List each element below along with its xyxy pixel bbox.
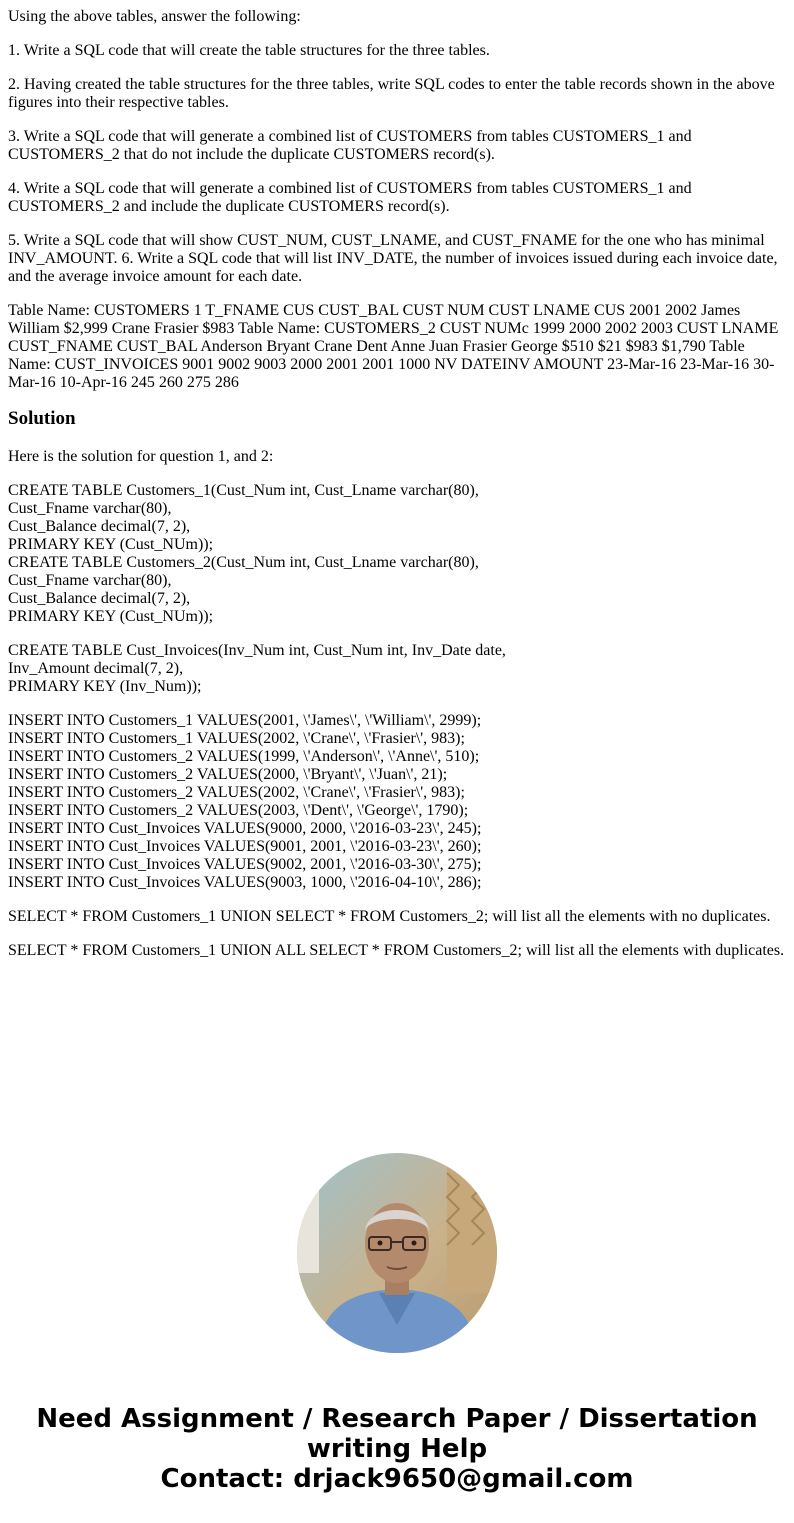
promo-contact: Contact: drjack9650@gmail.com [160, 1464, 634, 1494]
promo-banner [0, 1404, 794, 1494]
solution-heading: Solution [8, 408, 76, 429]
promo-line-2: writing Help [306, 1434, 488, 1464]
question-3: 3. Write a SQL code that will generate a combined list of CUSTOMERS from tables CUSTOMERS_1 and CUSTOMERS_2 that do not include the duplicate CUSTOMERS record(s). [8, 128, 692, 163]
code-line: CREATE TABLE Customers_2(Cust_Num int, Cust_Lname varchar(80), [8, 554, 479, 571]
question-1: 1. Write a SQL code that will create the table structures for the three tables. [8, 42, 490, 59]
code-line: Cust_Balance decimal(7, 2), [8, 518, 191, 535]
code-line: Cust_Fname varchar(80), [8, 500, 172, 517]
code-line: PRIMARY KEY (Cust_NUm)); [8, 608, 214, 625]
code-line: PRIMARY KEY (Cust_NUm)); [8, 536, 214, 553]
code-line: CREATE TABLE Customers_1(Cust_Num int, Cust_Lname varchar(80), [8, 482, 479, 499]
question-5-6: 5. Write a SQL code that will show CUST_NUM, CUST_LNAME, and CUST_FNAME for the one who has minimal INV_AMOUNT. 6. Write a SQL code that will list INV_DATE, the number of invoices issued during each invoice date, and the average invoice amount for each date. [8, 232, 778, 285]
intro-text: Using the above tables, answer the following: [8, 8, 301, 25]
insert-statements-code [8, 712, 788, 892]
union-all-answer: SELECT * FROM Customers_1 UNION ALL SELECT * FROM Customers_2; will list all the elements with duplicates. [8, 942, 785, 959]
solution-intro: Here is the solution for question 1, and 2: [8, 448, 274, 465]
code-line: INSERT INTO Customers_1 VALUES(2002, \'Crane\', \'Frasier\', 983); [8, 730, 465, 747]
code-line: INSERT INTO Cust_Invoices VALUES(9001, 2001, \'2016-03-23\', 260); [8, 838, 482, 855]
promo-line-1: Need Assignment / Research Paper / Dissertation [36, 1404, 758, 1434]
document-content [8, 8, 788, 976]
code-line: INSERT INTO Cust_Invoices VALUES(9002, 2001, \'2016-03-30\', 275); [8, 856, 482, 873]
create-invoices-code [8, 642, 788, 696]
code-line: INSERT INTO Cust_Invoices VALUES(9003, 1000, \'2016-04-10\', 286); [8, 874, 482, 891]
create-customers-code [8, 482, 788, 626]
code-line: PRIMARY KEY (Inv_Num)); [8, 678, 202, 695]
question-4: 4. Write a SQL code that will generate a combined list of CUSTOMERS from tables CUSTOMERS_1 and CUSTOMERS_2 and include the duplicate CUSTOMERS record(s). [8, 180, 692, 215]
code-line: INSERT INTO Customers_2 VALUES(2002, \'Crane\', \'Frasier\', 983); [8, 784, 465, 801]
union-answer: SELECT * FROM Customers_1 UNION SELECT * FROM Customers_2; will list all the elements with no duplicates. [8, 908, 771, 925]
code-line: CREATE TABLE Cust_Invoices(Inv_Num int, Cust_Num int, Inv_Date date, [8, 642, 506, 659]
code-line: INSERT INTO Customers_2 VALUES(2000, \'Bryant\', \'Juan\', 21); [8, 766, 448, 783]
author-avatar [297, 1153, 497, 1353]
code-line: Cust_Balance decimal(7, 2), [8, 590, 191, 607]
code-line: INSERT INTO Customers_1 VALUES(2001, \'James\', \'William\', 2999); [8, 712, 482, 729]
code-line: INSERT INTO Customers_2 VALUES(2003, \'Dent\', \'George\', 1790); [8, 802, 469, 819]
author-portrait-image [297, 1153, 497, 1353]
code-line: INSERT INTO Customers_2 VALUES(1999, \'Anderson\', \'Anne\', 510); [8, 748, 480, 765]
table-description: Table Name: CUSTOMERS 1 T_FNAME CUS CUST_BAL CUST NUM CUST LNAME CUS 2001 2002 James William $2,999 Crane Frasier $983 Table Name: CUSTOMERS_2 CUST NUMc 1999 2000 2002 2003 CUST LNAME CUST_FNAME CUST_BAL Anderson Bryant Crane Dent Anne Juan Frasier George $510 $21 $983 $1,790 Table Name: CUST_INVOICES 9001 9002 9003 2000 2001 2001 1000 NV DATEINV AMOUNT 23-Mar-16 23-Mar-16 30-Mar-16 10-Apr-16 245 260 275 286 [8, 302, 779, 391]
code-line: Cust_Fname varchar(80), [8, 572, 172, 589]
code-line: INSERT INTO Cust_Invoices VALUES(9000, 2000, \'2016-03-23\', 245); [8, 820, 482, 837]
code-line: Inv_Amount decimal(7, 2), [8, 660, 184, 677]
question-2: 2. Having created the table structures for the three tables, write SQL codes to enter the table records shown in the above figures into their respective tables. [8, 76, 775, 111]
